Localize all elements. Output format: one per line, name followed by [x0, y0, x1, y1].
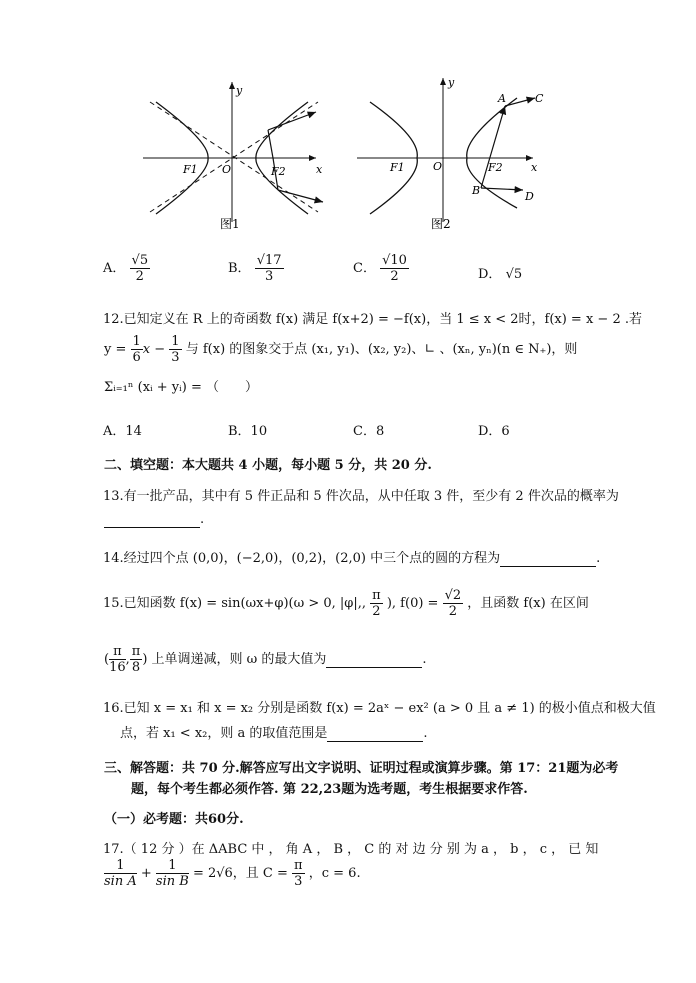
fig1-caption: 图1	[220, 217, 240, 231]
fig2-a-label: A	[498, 92, 506, 105]
section-2-heading: 二、填空题：本大题共 4 小题，每小题 5 分，共 20 分.	[104, 458, 432, 473]
q12-option-c: C．8	[353, 424, 385, 439]
fig2-d-label: D	[525, 190, 534, 203]
fig1-origin-label: O	[222, 163, 232, 176]
fig1-f2-label: F2	[271, 165, 286, 178]
q14-answer-blank[interactable]	[500, 551, 596, 567]
figure-2	[355, 72, 555, 232]
chord-ab	[481, 106, 505, 188]
fig2-origin-label: O	[433, 160, 443, 173]
fig2-y-label: y	[448, 76, 455, 89]
q11-b-fraction: $\frac{√17}{3}$	[256, 253, 282, 284]
fig2-c-label: C	[535, 92, 544, 105]
q17-frac-pi-3: $\frac{\pi}{3}$	[294, 858, 303, 889]
section-3-heading-line2: 题，每个考生都必须作答. 第 22,23题为选考题，考生根据要求作答.	[131, 782, 528, 797]
q12-line2: y = $\frac{1}{6}$ x − $\frac{1}{3}$ 与 f(x) 的图象交于点 (x₁, y₁)、(x₂, y₂)、∟ 、(xₙ, yₙ)(n ∈ N₊)，则	[104, 334, 578, 365]
q12-frac-1-3: $\frac{1}{3}$	[171, 334, 180, 365]
q15-frac-pi-16: $\frac{\pi}{16}$	[109, 644, 126, 675]
q17-line1: 17.（ 12 分 ）在 ΔABC 中 ， 角 A ， B ， C 的 对 边 分 别 为 a ， b ， c ， 已 知	[103, 842, 599, 857]
q12-frac-1-6: $\frac{1}{6}$	[132, 334, 141, 365]
figure-1	[138, 72, 338, 232]
q17-frac-1-sinB: $\frac{1}{\text{sin B}}$	[155, 858, 189, 889]
q16-line2: 点，若 x₁ < x₂，则 a 的取值范围是 .	[120, 726, 428, 741]
q11-c-fraction: $\frac{√10}{2}$	[382, 253, 407, 284]
q14-line: 14.经过四个点 (0,0)，(−2,0)，(0,2)，(2,0) 中三个点的圆的方程为 .	[103, 551, 601, 566]
required-subheading: （一）必考题：共60分.	[104, 812, 244, 827]
q11-option-b: B． $\frac{√17}{3}$	[228, 253, 282, 284]
q15-answer-blank[interactable]	[326, 652, 422, 668]
section-3-heading-line1: 三、解答题：共 70 分.解答应写出文字说明、证明过程或演算步骤。第 17：21题为必考	[104, 761, 619, 776]
fig1-x-label: x	[316, 163, 323, 176]
q12-option-b: B．10	[228, 424, 268, 439]
q12-x: x −	[142, 342, 166, 357]
q13-answer-blank[interactable]	[104, 512, 200, 528]
ray-ac	[505, 98, 535, 106]
q17-line2: $\frac{1}{\text{sin A}}$ + $\frac{1}{\text{sin B}}$ = 2√6，且 C = $\frac{\pi}{3}$ ，c = 6.	[104, 858, 361, 889]
fig2-f1-label: F1	[390, 161, 405, 174]
q16-answer-blank[interactable]	[327, 726, 423, 742]
q13-line2: .	[104, 512, 204, 528]
q16-line1: 16.已知 x = x₁ 和 x = x₂ 分别是函数 f(x) = 2aˣ − ex² (a > 0 且 a ≠ 1) 的极小值点和极大值	[103, 701, 656, 716]
q11-option-c: C． $\frac{√10}{2}$	[353, 253, 407, 284]
fig1-y-label: y	[236, 84, 243, 97]
q11-option-a: A． $\frac{√5}{2}$	[103, 253, 149, 284]
q12-sum: Σᵢ₌₁ⁿ (xᵢ + yᵢ) = （ ）	[104, 380, 259, 395]
q15-frac-sqrt2-2: $\frac{√2}{2}$	[444, 588, 462, 619]
q13-line1: 13.有一批产品，其中有 5 件正品和 5 件次品，从中任取 3 件，至少有 2 件次品的概率为	[103, 489, 619, 504]
q15-frac-pi-2: $\frac{\pi}{2}$	[372, 588, 381, 619]
q17-frac-1-sinA: $\frac{1}{\text{sin A}}$	[104, 858, 137, 889]
fig2-b-label: B	[472, 184, 481, 197]
fig2-x-label: x	[531, 161, 538, 174]
fig1-f1-label: F1	[183, 163, 198, 176]
q15-line1: 15.已知函数 f(x) = sin(ωx+φ)(ω > 0, |φ|,, $\frac{\pi}{2}$ ), f(0) = $\frac{√2}{2}$ ，且函数 f(x) 在区间	[103, 588, 589, 619]
q12-option-a: A．14	[103, 424, 142, 439]
q12-line1: 12.已知定义在 R 上的奇函数 f(x) 满足 f(x+2) = −f(x)，当 1 ≤ x < 2时，f(x) = x − 2 .若	[103, 312, 642, 327]
q12-option-d: D．6	[478, 424, 510, 439]
q11-option-d: D． √5	[478, 267, 523, 282]
fig2-f2-label: F2	[488, 161, 503, 174]
q15-line2: ( $\frac{\pi}{16}$ , $\frac{\pi}{8}$ ) 上单调递减，则 ω 的最大值为 .	[104, 644, 427, 675]
fig2-caption: 图2	[431, 217, 451, 231]
q11-a-fraction: $\frac{√5}{2}$	[131, 253, 149, 284]
q15-frac-pi-8: $\frac{\pi}{8}$	[131, 644, 141, 675]
